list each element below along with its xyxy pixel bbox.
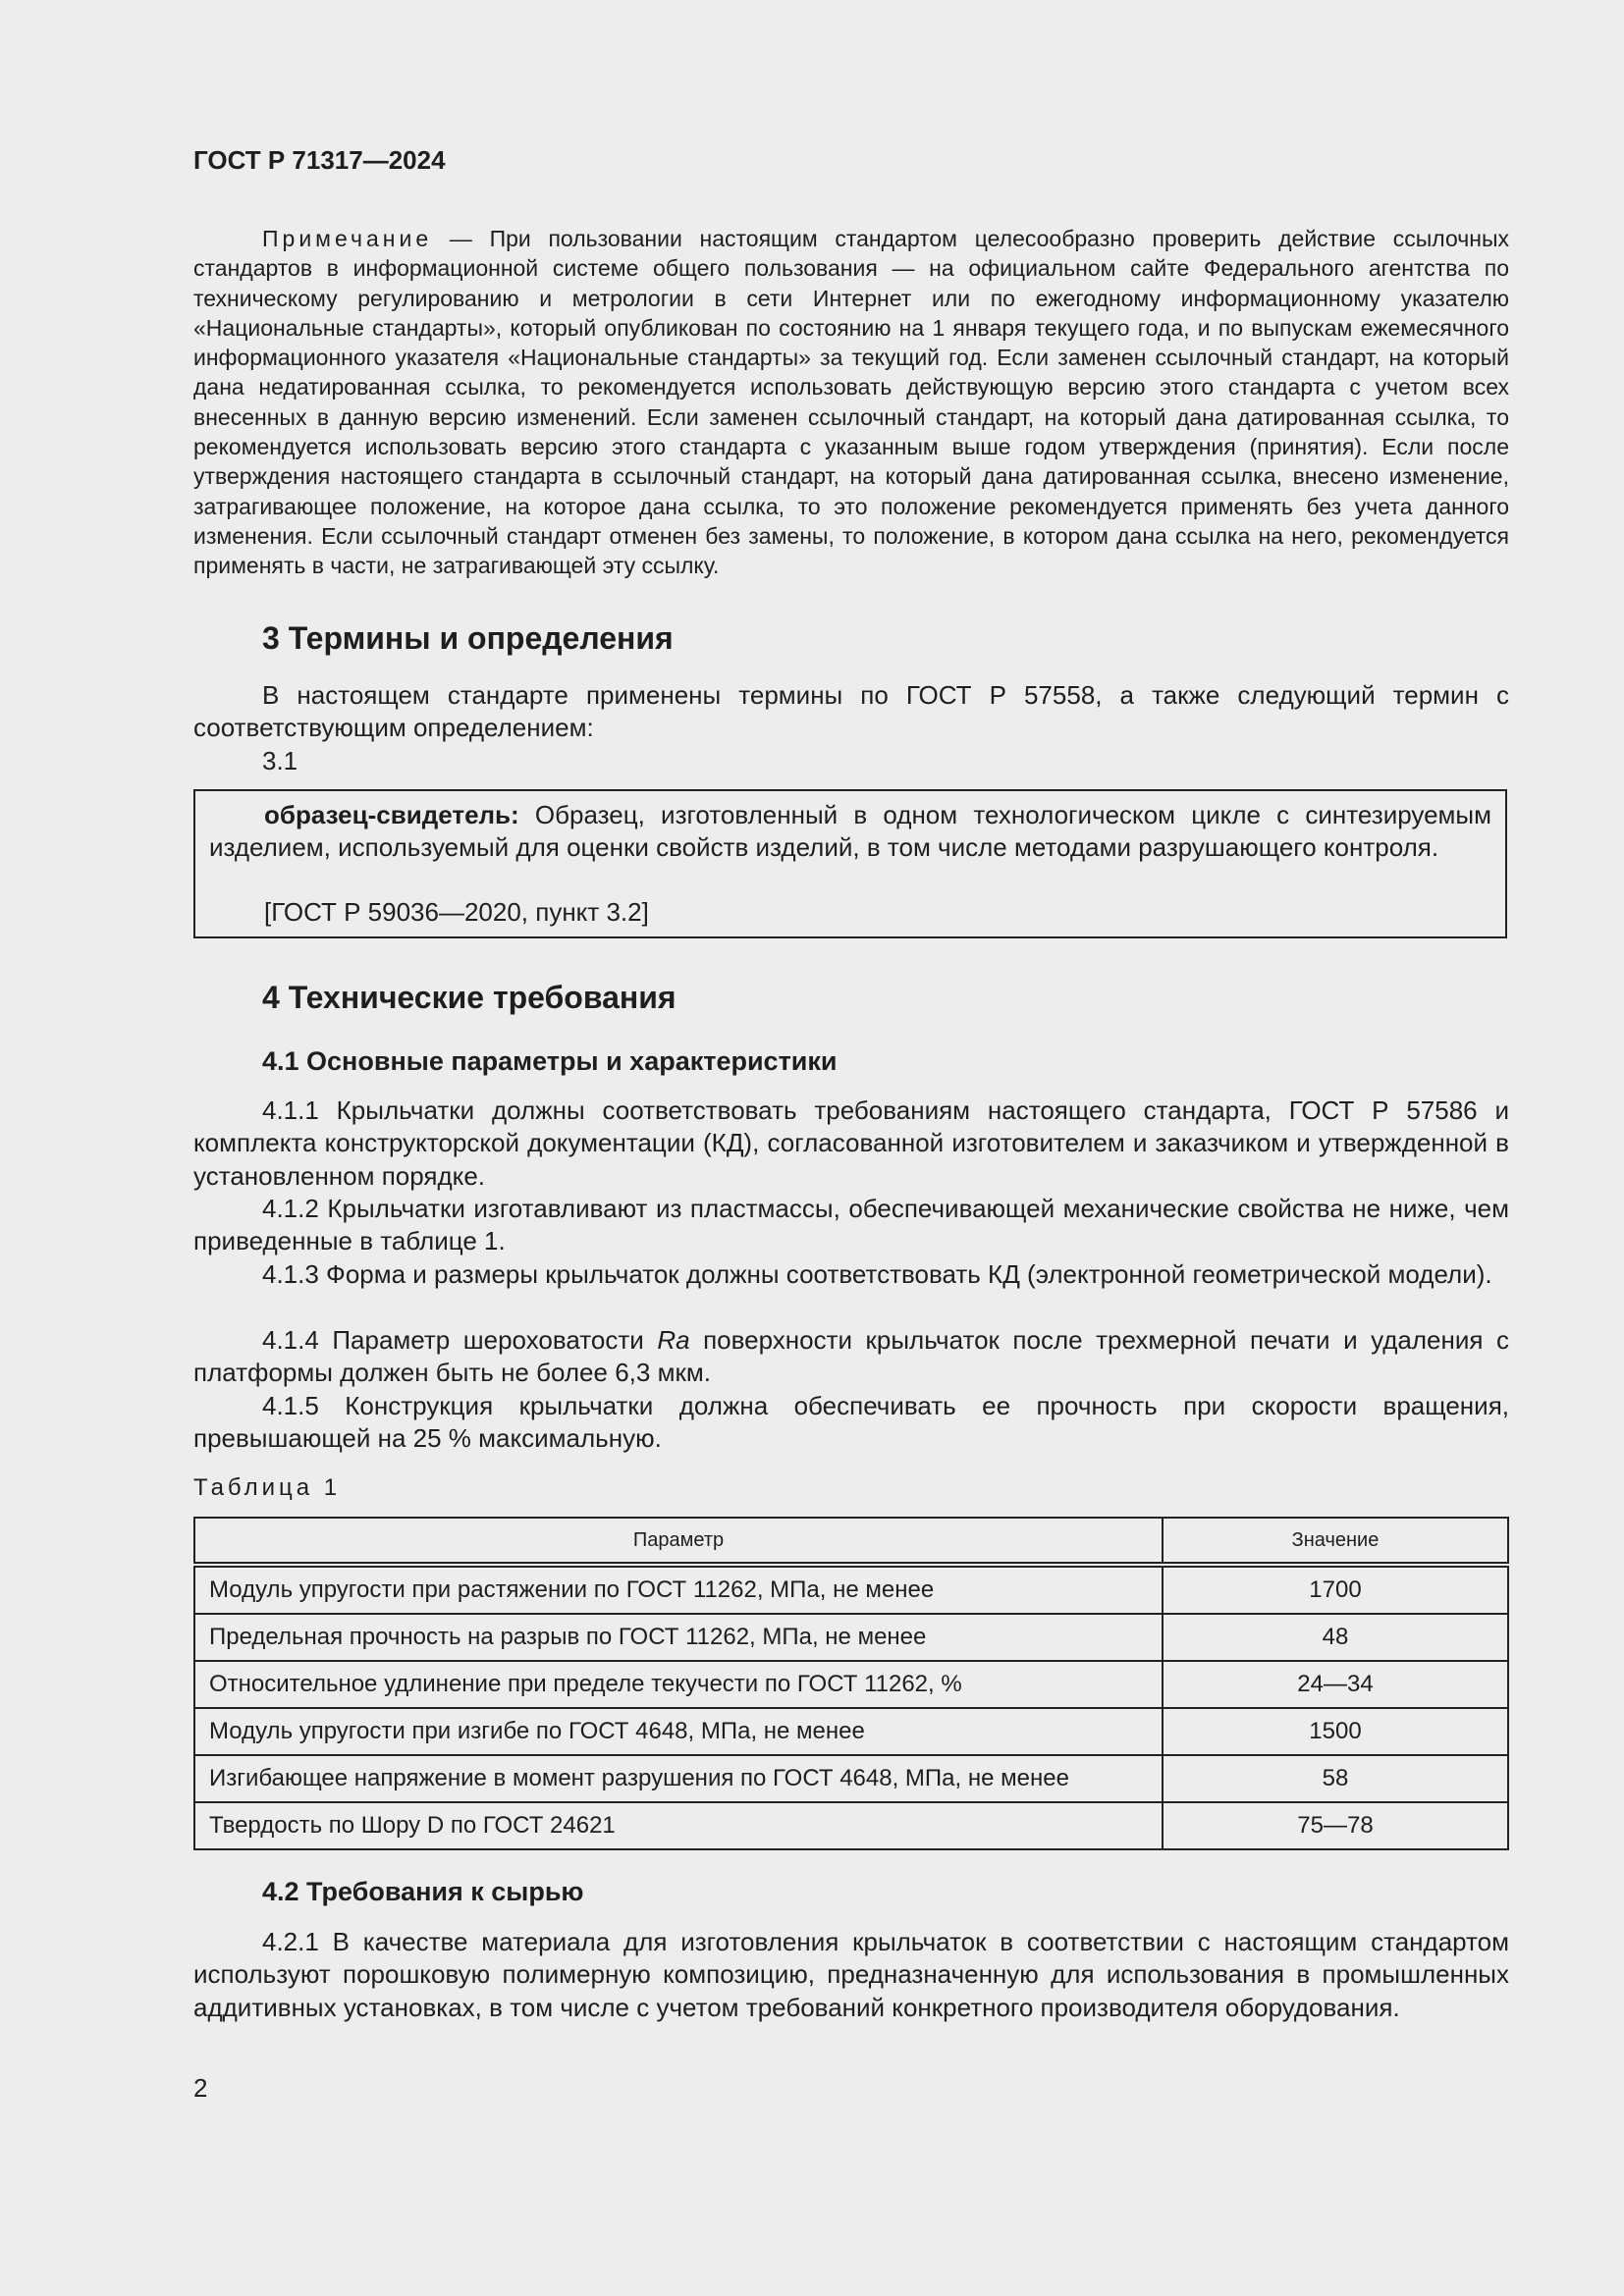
subsection-4-1-title: 4.1 Основные параметры и характеристики [262,1046,838,1076]
parameter-cell: Модуль упругости при растяжении по ГОСТ 11262, МПа, не менее [194,1565,1163,1614]
note-label: Примечание [262,226,433,251]
parameter-cell: Модуль упругости при изгибе по ГОСТ 4648, МПа, не менее [194,1708,1163,1755]
term-definition [209,799,1491,865]
value-cell: 48 [1163,1614,1508,1661]
table-row [194,1755,1508,1802]
term-number: 3.1 [262,746,298,775]
value-cell: 75—78 [1163,1802,1508,1849]
paragraph-4-2-1: 4.2.1 В качестве материала для изготовления крыльчаток в соответствии с настоящим стандартом используют порошковую полимерную композицию, предназначенную для использования в промышленных аддитивных установках, в том числе с учетом требований конкретного производителя оборудования. [193,1927,1509,2022]
section-4-title: 4 Технические требования [262,980,677,1015]
term-definition-box [193,789,1507,938]
paragraph-4-1-2: 4.1.2 Крыльчатки изготавливают из пластмассы, обеспечивающей механические свойства не ниже, чем приведенные в таблице 1. [193,1194,1509,1256]
definition-text: Образец, изготовленный в одном технологическом цикле с синтезируемым изделием, используемый для оценки свойств изделий, в том числе методами разрушающего контроля. [209,800,1491,863]
note-paragraph [193,224,1509,581]
table-row [194,1565,1508,1614]
table-row [194,1802,1508,1849]
section-3-intro: В настоящем стандарте применены термины по ГОСТ Р 57558, а также следующий термин с соответствующим определением: [193,680,1509,743]
value-cell: 1500 [1163,1708,1508,1755]
paragraph-4-1-1: 4.1.1 Крыльчатки должны соответствовать требованиям настоящего стандарта, ГОСТ Р 57586 и комплекта конструкторской документации (КД), согласованной изготовителем и заказчиком и утвержденной в установленном порядке. [193,1095,1509,1191]
term-source: [ГОСТ Р 59036—2020, пункт 3.2] [264,897,649,927]
page-number: 2 [193,2073,208,2103]
parameter-cell: Относительное удлинение при пределе текучести по ГОСТ 11262, % [194,1661,1163,1708]
paragraph-4-1-5: 4.1.5 Конструкция крыльчатки должна обеспечивать ее прочность при скорости вращения, превышающей на 25 % максимальную. [193,1391,1509,1454]
parameter-cell: Изгибающее напряжение в момент разрушения по ГОСТ 4648, МПа, не менее [194,1755,1163,1802]
note-text: — При пользовании настоящим стандартом целесообразно проверить действие ссылочных стандартов в информационной системе общего пользования — на официальном сайте Федерального агентства по техническому регулированию и метрологии в сети Интернет или по ежегодному информационному указателю «Национальные стандарты», который опубликован по состоянию на 1 января текущего года, и по выпускам ежемесячного информационного указателя «Национальные стандарты» за текущий год. Если заменен ссылочный стандарт, на который дана недатированная ссылка, то рекомендуется использовать действующую версию этого стандарта с учетом всех внесенных в данную версию изменений. Если заменен ссылочный стандарт, на который дана датированная ссылка, то рекомендуется использовать версию этого стандарта с указанным выше годом утверждения (принятия). Если после утверждения настоящего стандарта в ссылочный стандарт, на который дана датированная ссылка, внесено изменение, затрагивающее положение, на которое дана ссылка, то это положение рекомендуется применять без учета данного изменения. Если ссылочный стандарт отменен без замены, то положение, в котором дана ссылка на него, рекомендуется применять в части, не затрагивающей эту ссылку. [193,226,1509,579]
value-cell: 1700 [1163,1565,1508,1614]
parameters-table [193,1517,1509,1850]
p414-text-b: поверхности крыльчаток после трехмерной печати и удаления с платформы должен быть не более 6,3 мкм. [193,1325,1509,1388]
header-value: Значение [1163,1518,1508,1565]
value-cell: 58 [1163,1755,1508,1802]
parameter-cell: Предельная прочность на разрыв по ГОСТ 11262, МПа, не менее [194,1614,1163,1661]
section-3-title: 3 Термины и определения [262,620,674,656]
ra-symbol: Ra [657,1325,690,1355]
header-parameter: Параметр [194,1518,1163,1565]
table-header-row [194,1518,1508,1565]
paragraph-4-1-3: 4.1.3 Форма и размеры крыльчаток должны соответствовать КД (электронной геометрической модели). [262,1259,1492,1289]
table-caption: Таблица 1 [193,1474,342,1501]
document-id: ГОСТ Р 71317—2024 [193,145,446,175]
p414-text-a: 4.1.4 Параметр шероховатости [262,1325,658,1355]
subsection-4-2-title: 4.2 Требования к сырью [262,1877,584,1906]
table-row [194,1708,1508,1755]
table-row [194,1661,1508,1708]
paragraph-4-1-4 [193,1324,1509,1390]
value-cell: 24—34 [1163,1661,1508,1708]
table-row [194,1614,1508,1661]
term: образец-свидетель: [264,800,519,829]
parameter-cell: Твердость по Шору D по ГОСТ 24621 [194,1802,1163,1849]
